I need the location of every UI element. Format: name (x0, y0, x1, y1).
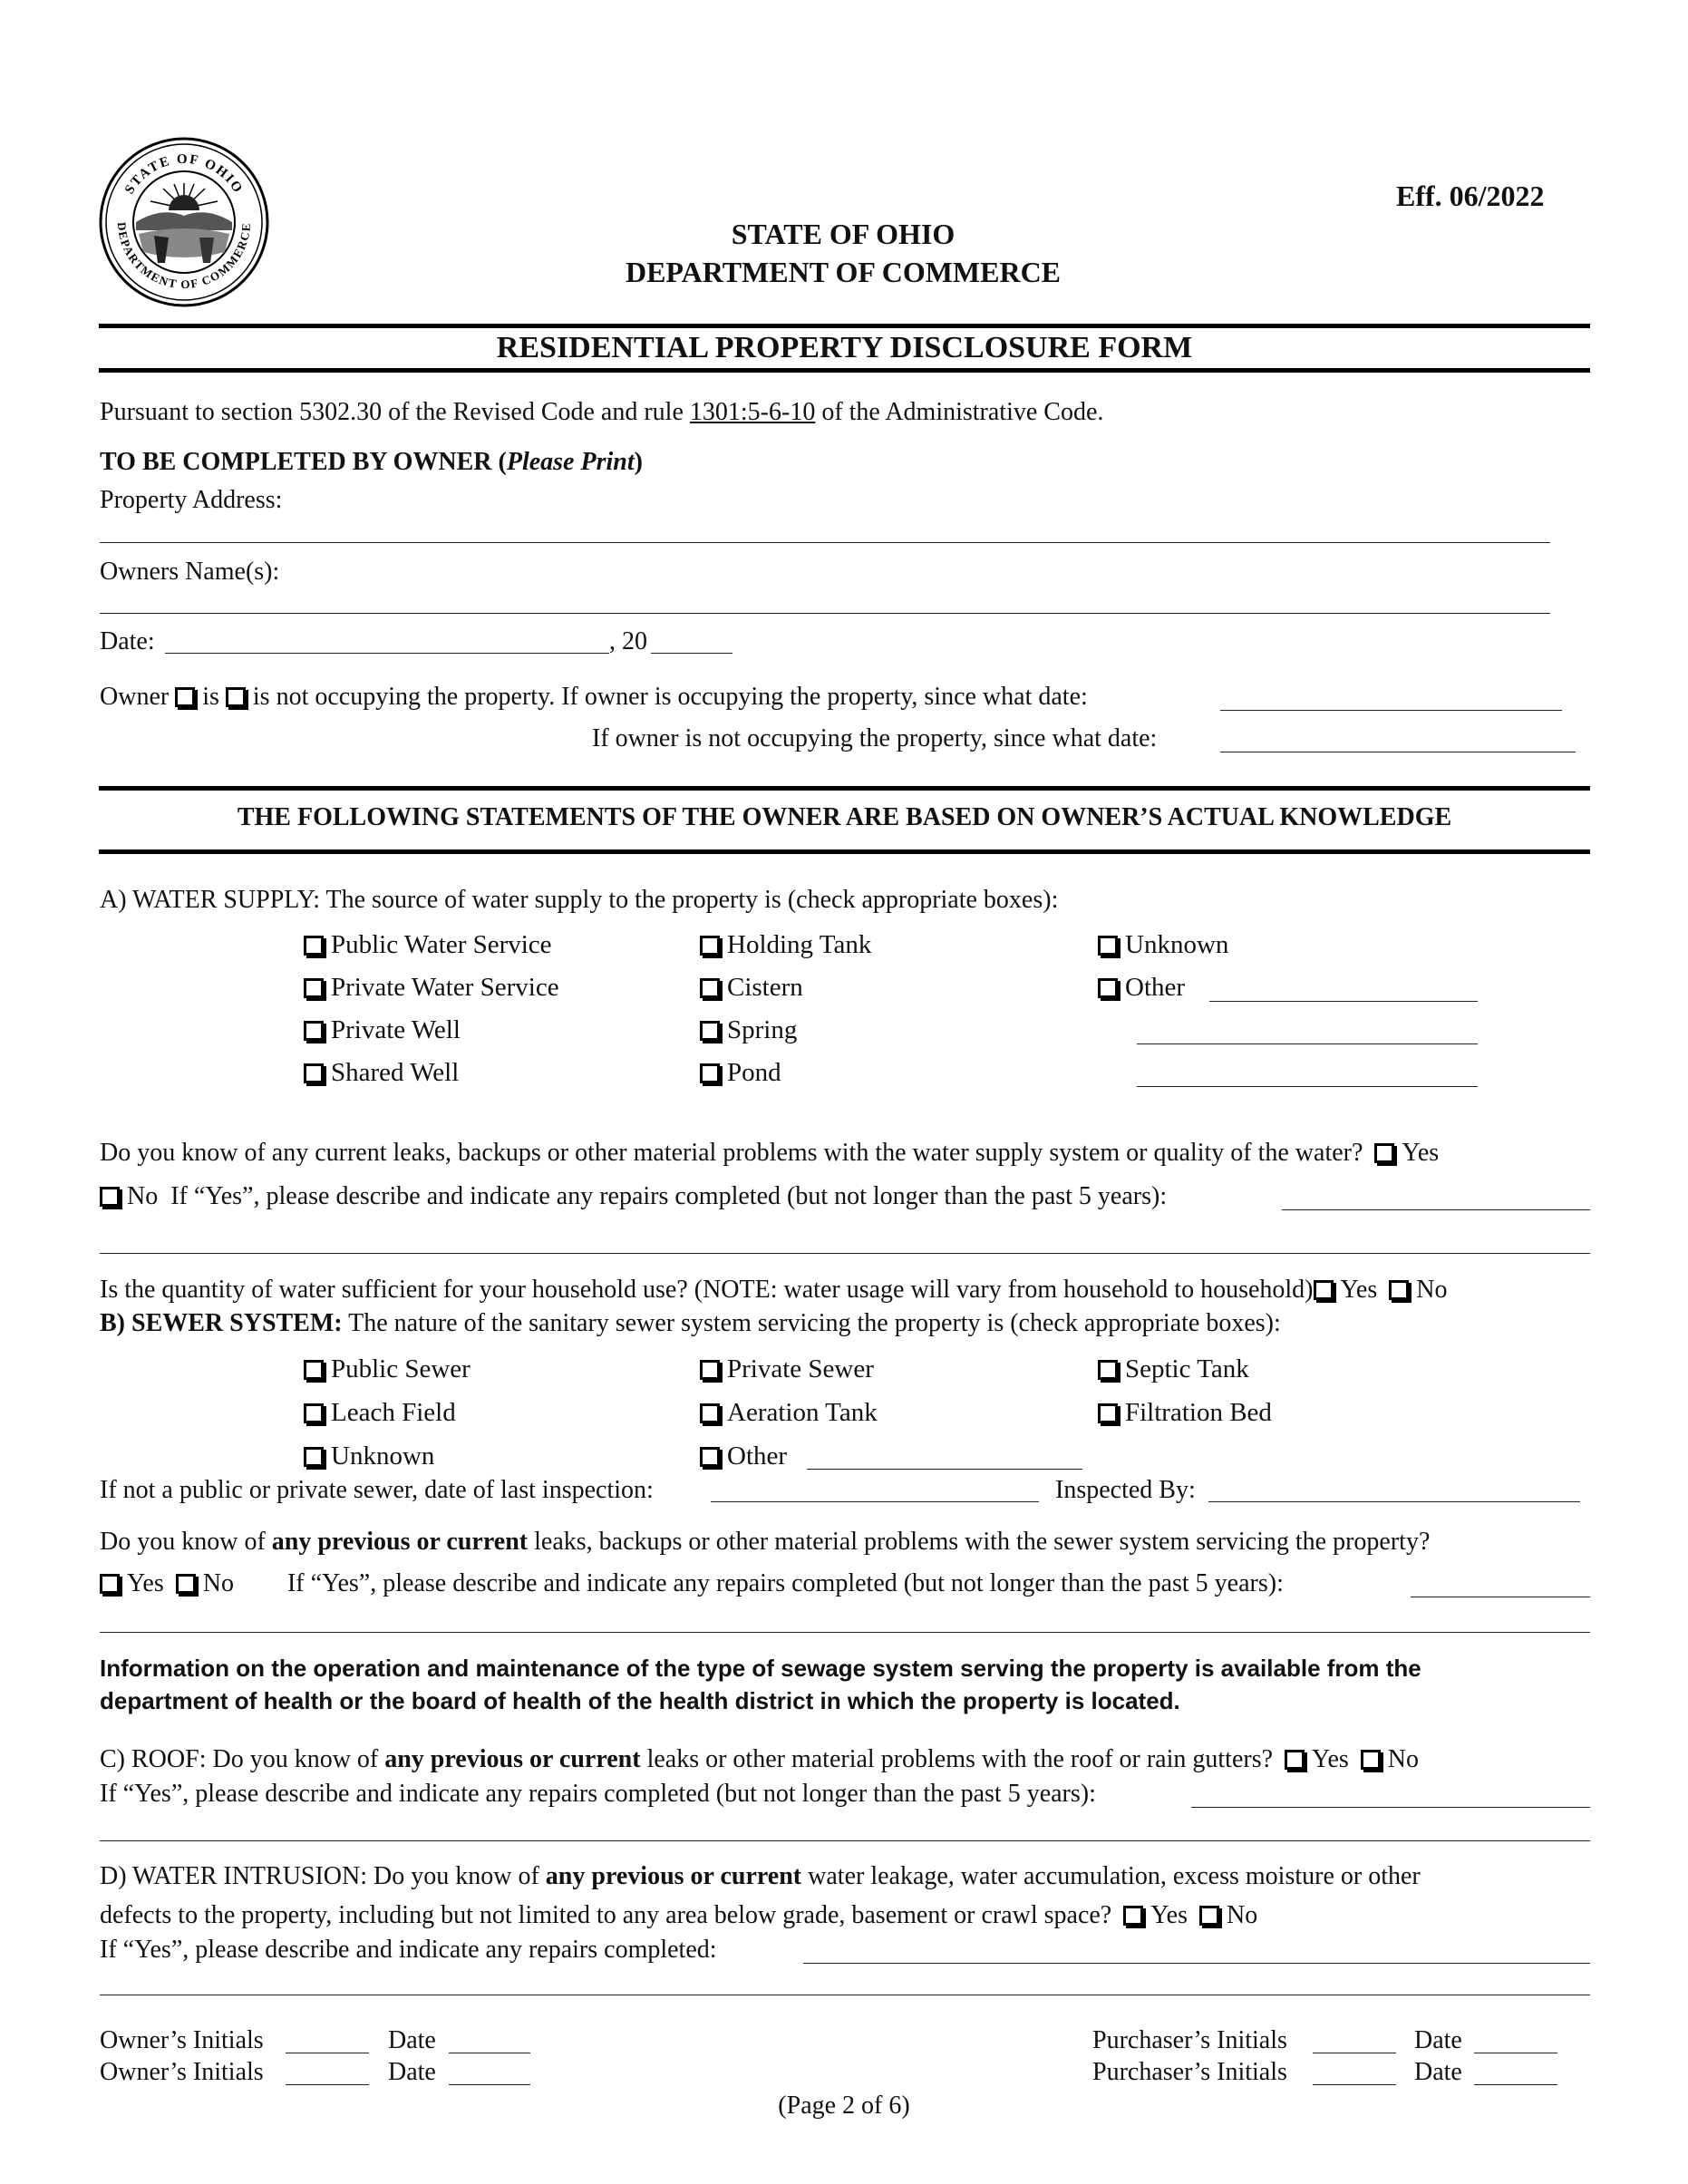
option-leach-field[interactable]: Leach Field (304, 1396, 456, 1429)
option-shared-well[interactable]: Shared Well (304, 1056, 459, 1089)
seal-text-bottom: DEPARTMENT OF COMMERCE (114, 221, 254, 292)
water-intrusion-question-line-2: defects to the property, including but not limited to any area below grade, basement or crawl space? Yes No (100, 1901, 1258, 1929)
occupancy-line: Owner is is not occupying the property. If owner is occupying the property, since what date: (100, 683, 1088, 711)
option-other[interactable]: Other (1098, 971, 1185, 1004)
occupying-since-field[interactable] (1220, 710, 1562, 711)
checkbox[interactable] (304, 1447, 324, 1467)
not-occupying-label: If owner is not occupying the property, since what date: (592, 724, 1158, 752)
roof-yes-checkbox[interactable] (1285, 1750, 1305, 1770)
water-other-field[interactable] (1209, 1001, 1478, 1002)
page-number: (Page 2 of 6) (778, 2092, 910, 2120)
option-public-water-service[interactable]: Public Water Service (304, 928, 552, 961)
option-private-water-service[interactable]: Private Water Service (304, 971, 559, 1004)
water-intrusion-describe-label: If “Yes”, please describe and indicate any repairs completed: (100, 1936, 717, 1964)
water-leaks-no-line: No If “Yes”, please describe and indicate any repairs completed (but not longer than the past 5 years): (100, 1180, 1167, 1212)
inspection-date-field[interactable] (711, 1501, 1039, 1502)
effective-date: Eff. 06/2022 (1396, 180, 1545, 212)
seal-text-top: STATE OF OHIO (121, 151, 246, 198)
pursuant-line: Pursuant to section 5302.30 of the Revised Code and rule 1301:5-6-10 of the Administrative Code. (100, 398, 1104, 426)
option-filtration-bed[interactable]: Filtration Bed (1098, 1396, 1272, 1429)
roof-describe-label: If “Yes”, please describe and indicate any repairs completed (but not longer than the past 5 years): (100, 1780, 1096, 1808)
sewer-describe-field-2[interactable] (100, 1632, 1590, 1633)
inspected-by-field[interactable] (1208, 1501, 1580, 1502)
roof-describe-field[interactable] (1191, 1807, 1590, 1808)
property-address-field[interactable] (100, 542, 1550, 543)
owner-heading: TO BE COMPLETED BY OWNER (Please Print) (100, 448, 643, 476)
option-septic-tank[interactable]: Septic Tank (1098, 1353, 1249, 1385)
checkbox[interactable] (304, 1403, 324, 1423)
checkbox[interactable] (700, 1360, 720, 1380)
water-leaks-yes-checkbox[interactable] (1374, 1143, 1394, 1163)
property-address-label: Property Address: (100, 486, 283, 514)
water-intrusion-yes-checkbox[interactable] (1123, 1906, 1143, 1926)
checkbox[interactable] (700, 1403, 720, 1423)
purchaser-initials-label-1: Purchaser’s Initials (1092, 2026, 1287, 2054)
sewer-leaks-answer-line: Yes No If “Yes”, please describe and indicate any repairs completed (but not longer than the past 5 years): (100, 1568, 1284, 1599)
checkbox[interactable] (1098, 1360, 1118, 1380)
water-describe-field[interactable] (1282, 1209, 1590, 1210)
year-field[interactable] (651, 653, 732, 654)
option-cistern[interactable]: Cistern (700, 971, 803, 1004)
option-private-sewer[interactable]: Private Sewer (700, 1353, 874, 1385)
sewer-leaks-question: Do you know of any previous or current leaks, backups or other material problems with the sewer system servicing the property? (100, 1528, 1431, 1556)
water-quantity-no-checkbox[interactable] (1389, 1280, 1409, 1300)
sewer-other-field[interactable] (807, 1469, 1082, 1470)
checkbox[interactable] (304, 1021, 324, 1041)
ohio-seal-logo (98, 136, 270, 308)
option-pond[interactable]: Pond (700, 1056, 781, 1089)
owner-initials-field-2[interactable] (286, 2084, 369, 2085)
roof-no-checkbox[interactable] (1361, 1750, 1381, 1770)
sewer-heading: B) SEWER SYSTEM: The nature of the sanitary sewer system servicing the property is (check appropriate boxes): (100, 1309, 1281, 1337)
checkbox[interactable] (700, 1021, 720, 1041)
water-other-field-3[interactable] (1137, 1086, 1478, 1087)
owner-date-field-2[interactable] (449, 2084, 530, 2085)
option-holding-tank[interactable]: Holding Tank (700, 928, 871, 961)
date-field[interactable] (165, 653, 609, 654)
owners-name-field[interactable] (100, 613, 1550, 614)
option-aeration-tank[interactable]: Aeration Tank (700, 1396, 878, 1429)
purchaser-date-label-1: Date (1414, 2026, 1462, 2054)
checkbox[interactable] (304, 936, 324, 956)
sewage-info-line-1: Information on the operation and maintenance of the type of sewage system serving the property is available from the (100, 1655, 1421, 1682)
option-sewer-unknown[interactable]: Unknown (304, 1440, 434, 1472)
purchaser-date-field-2[interactable] (1474, 2084, 1557, 2085)
agency-line-1: STATE OF OHIO (731, 218, 956, 250)
checkbox[interactable] (304, 978, 324, 998)
owner-is-not-checkbox[interactable] (226, 687, 246, 707)
owner-date-label-1: Date (388, 2026, 436, 2054)
option-sewer-other[interactable]: Other (700, 1440, 787, 1472)
water-leaks-no-checkbox[interactable] (100, 1187, 120, 1207)
water-intrusion-question: D) WATER INTRUSION: Do you know of any previous or current water leakage, water accumulation, excess moisture or other (100, 1862, 1421, 1890)
water-quantity-question: Is the quantity of water sufficient for your household use? (NOTE: water usage will vary from household to household) Yes No (100, 1276, 1448, 1304)
option-private-well[interactable]: Private Well (304, 1014, 461, 1046)
owner-initials-label-1: Owner’s Initials (100, 2026, 264, 2054)
agency-line-2: DEPARTMENT OF COMMERCE (625, 256, 1062, 288)
water-describe-field-2[interactable] (100, 1253, 1590, 1254)
water-other-field-2[interactable] (1137, 1043, 1478, 1044)
date-century: , 20 (609, 627, 647, 655)
knowledge-banner: THE FOLLOWING STATEMENTS OF THE OWNER ARE BASED ON OWNER’S ACTUAL KNOWLEDGE (237, 803, 1452, 831)
inspected-by-label: Inspected By: (1055, 1476, 1196, 1504)
checkbox[interactable] (700, 1063, 720, 1083)
checkbox[interactable] (1098, 1403, 1118, 1423)
option-spring[interactable]: Spring (700, 1014, 797, 1046)
divider (99, 786, 1590, 791)
water-intrusion-no-checkbox[interactable] (1199, 1906, 1219, 1926)
divider (99, 849, 1590, 854)
owner-is-checkbox[interactable] (175, 687, 195, 707)
purchaser-initials-field-2[interactable] (1313, 2084, 1396, 2085)
date-label: Date: (100, 627, 155, 655)
roof-describe-field-2[interactable] (100, 1840, 1590, 1841)
water-supply-heading: A) WATER SUPPLY: The source of water supply to the property is (check appropriate boxes): (100, 886, 1059, 914)
owner-date-label-2: Date (388, 2058, 436, 2086)
water-quantity-yes-checkbox[interactable] (1314, 1280, 1334, 1300)
divider (99, 368, 1590, 373)
owner-initials-label-2: Owner’s Initials (100, 2058, 264, 2086)
sewer-leaks-no-checkbox[interactable] (176, 1574, 196, 1594)
sewer-leaks-yes-checkbox[interactable] (100, 1574, 120, 1594)
form-title: RESIDENTIAL PROPERTY DISCLOSURE FORM (496, 331, 1193, 364)
checkbox[interactable] (700, 978, 720, 998)
checkbox[interactable] (304, 1063, 324, 1083)
checkbox[interactable] (700, 936, 720, 956)
checkbox[interactable] (304, 1360, 324, 1380)
purchaser-initials-label-2: Purchaser’s Initials (1092, 2058, 1287, 2086)
inspection-date-label: If not a public or private sewer, date of last inspection: (100, 1476, 654, 1504)
checkbox[interactable] (700, 1447, 720, 1467)
sewage-info-line-2: department of health or the board of health of the health district in which the property is located. (100, 1687, 1180, 1714)
water-leaks-question: Do you know of any current leaks, backups or other material problems with the water supply system or quality of the water? Yes (100, 1139, 1440, 1167)
roof-question: C) ROOF: Do you know of any previous or current leaks or other material problems with the roof or rain gutters? Yes No (100, 1745, 1420, 1773)
option-public-sewer[interactable]: Public Sewer (304, 1353, 471, 1385)
option-unknown[interactable]: Unknown (1098, 928, 1228, 961)
divider (99, 324, 1590, 328)
checkbox[interactable] (1098, 978, 1118, 998)
purchaser-date-label-2: Date (1414, 2058, 1462, 2086)
water-intrusion-describe-field[interactable] (803, 1963, 1590, 1964)
checkbox[interactable] (1098, 936, 1118, 956)
rule-reference: 1301:5-6-10 (689, 398, 816, 426)
owners-name-label: Owners Name(s): (100, 558, 280, 586)
